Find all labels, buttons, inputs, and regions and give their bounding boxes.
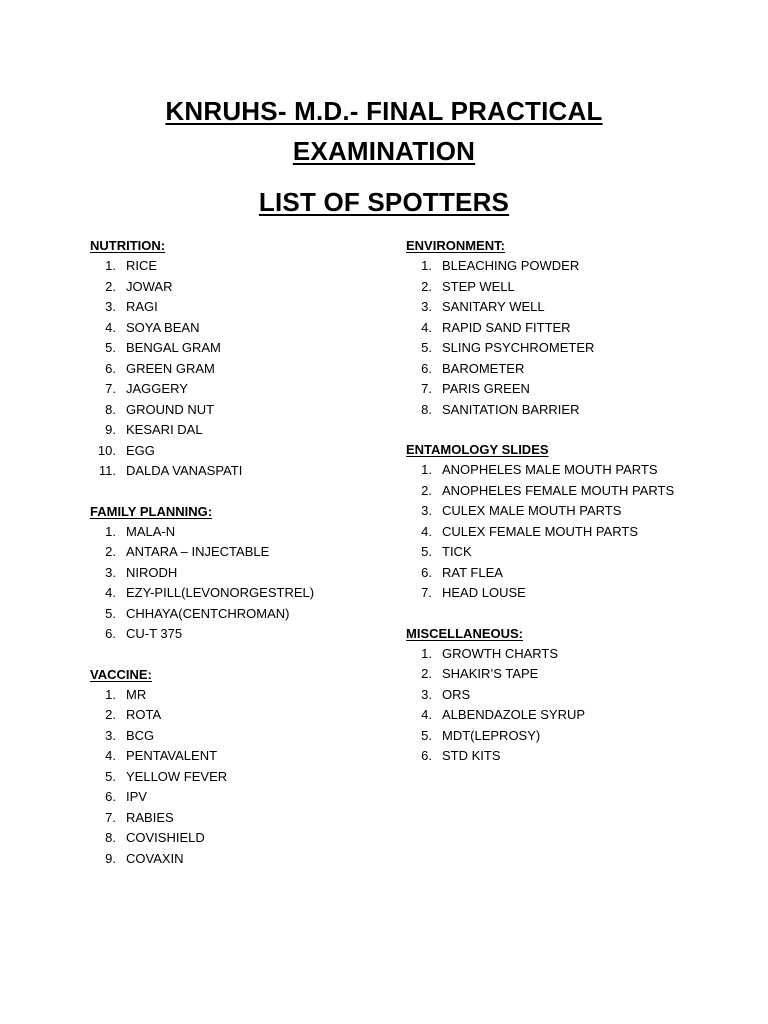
list-item-number: 9. <box>105 850 116 866</box>
section-heading: ENTAMOLOGY SLIDES <box>406 442 549 457</box>
list-item <box>406 256 746 277</box>
section-heading: ENVIRONMENT: <box>406 238 505 253</box>
list-item <box>406 726 746 747</box>
list-item-text: SANITATION BARRIER <box>442 401 580 417</box>
list-item-number: 1. <box>421 645 432 661</box>
list-item-text: MR <box>126 686 147 702</box>
section-heading: MISCELLANEOUS: <box>406 625 523 641</box>
section <box>90 236 390 482</box>
list-item-text: RAPID SAND FITTER <box>442 319 571 335</box>
list-item-number: 1. <box>421 258 432 273</box>
list-item-text: SANITARY WELL <box>442 299 545 314</box>
section-heading: FAMILY PLANNING: <box>90 503 213 519</box>
list-item-number: 3. <box>105 727 116 743</box>
list-item <box>90 297 390 318</box>
section-heading: VACCINE: <box>90 666 152 682</box>
list-item <box>90 746 390 767</box>
list-item-number: 6. <box>421 360 432 376</box>
list-item-text: BAROMETER <box>442 360 525 376</box>
list-item-text: HEAD LOUSE <box>442 585 526 600</box>
document-title-line-2: EXAMINATION <box>292 136 476 166</box>
list-item-number: 7. <box>421 585 432 600</box>
list-item-text: SOYA BEAN <box>126 319 200 335</box>
list-item-text: GREEN GRAM <box>126 360 215 376</box>
list-item-text: CHHAYA(CENTCHROMAN) <box>126 605 290 621</box>
list-item-text: ANOPHELES MALE MOUTH PARTS <box>442 462 658 477</box>
list-item-number: 7. <box>105 381 116 396</box>
list-item-number: 4. <box>421 707 432 722</box>
list-item-text: TICK <box>442 544 472 559</box>
list-item <box>90 441 390 462</box>
list-item <box>90 604 390 625</box>
list-item-text: MALA-N <box>126 523 176 539</box>
list-item-number: 8. <box>105 830 116 845</box>
list-item-text: RICE <box>126 258 158 273</box>
list-item-text: RABIES <box>126 809 174 825</box>
list-item <box>406 664 746 685</box>
list-item-text: CULEX MALE MOUTH PARTS <box>442 503 622 518</box>
list-item <box>406 583 746 604</box>
list-item <box>406 644 746 665</box>
list-item-text: BLEACHING POWDER <box>442 258 580 273</box>
list-item-text: BCG <box>126 727 155 743</box>
list-item <box>90 318 390 339</box>
list-item-number: 3. <box>105 299 116 314</box>
list-item <box>90 379 390 400</box>
section <box>90 665 390 870</box>
list-item <box>90 256 390 277</box>
list-item <box>406 542 746 563</box>
list-item <box>406 705 746 726</box>
list-item-text: MDT(LEPROSY) <box>442 727 541 743</box>
list-item-number: 5. <box>105 768 116 784</box>
list-item-number: 4. <box>105 319 116 335</box>
list-item-number: 8. <box>105 401 116 417</box>
list-item-text: STD KITS <box>442 748 501 763</box>
list-item-number: 6. <box>105 360 116 376</box>
list-item-number: 1. <box>421 462 432 477</box>
list-item-text: PENTAVALENT <box>126 748 218 763</box>
list-item <box>406 501 746 522</box>
list-item-text: GROUND NUT <box>126 401 215 417</box>
list-item <box>90 828 390 849</box>
list-item <box>90 522 390 543</box>
list-item-text: KESARI DAL <box>126 422 203 437</box>
list-item <box>90 400 390 421</box>
list-item-number: 4. <box>421 319 432 335</box>
list-item-number: 5. <box>421 340 432 355</box>
list-item <box>406 563 746 584</box>
list-item <box>90 705 390 726</box>
list-item-number: 2. <box>421 666 432 681</box>
list-item-text: SLING PSYCHROMETER <box>442 340 595 355</box>
list-item-number: 3. <box>421 686 432 702</box>
list-item-text: CU-T 375 <box>126 626 183 641</box>
list-item-text: JOWAR <box>126 278 173 294</box>
list-item-text: CULEX FEMALE MOUTH PARTS <box>442 523 638 539</box>
list-item-text: BENGAL GRAM <box>126 340 221 355</box>
list-item <box>406 685 746 706</box>
list-item-text: ANOPHELES FEMALE MOUTH PARTS <box>442 482 675 498</box>
list-item-number: 5. <box>421 544 432 559</box>
list-item <box>406 746 746 767</box>
list-item-number: 4. <box>421 523 432 539</box>
list-item-number: 2. <box>105 544 116 559</box>
list-item <box>90 359 390 380</box>
list-item-number: 3. <box>105 564 116 580</box>
list-item <box>406 359 746 380</box>
list-item-number: 6. <box>421 748 432 763</box>
list-item-number: 8. <box>421 401 432 417</box>
list-item <box>90 420 390 441</box>
list-item-text: COVAXIN <box>126 850 184 866</box>
section <box>406 236 746 420</box>
list-item <box>406 400 746 421</box>
document-subtitle: LIST OF SPOTTERS <box>258 187 510 217</box>
list-item-text: ORS <box>442 686 471 702</box>
list-item <box>90 787 390 808</box>
right-column <box>406 236 746 787</box>
list-item <box>90 563 390 584</box>
list-item-number: 6. <box>105 789 116 804</box>
list-item <box>406 460 746 481</box>
list-item-text: COVISHIELD <box>126 830 205 845</box>
list-item-text: EGG <box>126 442 155 458</box>
list-item-text: PARIS GREEN <box>442 381 530 396</box>
list-item <box>90 542 390 563</box>
list-item-text: EZY-PILL(LEVONORGESTREL) <box>126 585 315 600</box>
list-item-number: 5. <box>105 340 116 355</box>
list-item-number: 1. <box>105 686 116 702</box>
list-item-number: 2. <box>421 278 432 294</box>
list-item-text: NIRODH <box>126 564 178 580</box>
list-item <box>90 726 390 747</box>
list-item <box>406 338 746 359</box>
list-item <box>90 461 390 482</box>
list-item-number: 1. <box>105 523 116 539</box>
list-item-number: 4. <box>105 585 116 600</box>
list-item-number: 7. <box>105 809 116 825</box>
list-item-number: 5. <box>421 727 432 743</box>
list-item-text: STEP WELL <box>442 278 515 294</box>
list-item-text: ROTA <box>126 707 162 722</box>
list-item-text: ANTARA – INJECTABLE <box>126 544 270 559</box>
document-title-line-1: KNRUHS- M.D.- FINAL PRACTICAL <box>165 96 603 126</box>
list-item <box>90 808 390 829</box>
list-item-number: 6. <box>421 564 432 580</box>
list-item-number: 2. <box>421 482 432 498</box>
list-item-number: 9. <box>105 422 116 437</box>
list-item <box>406 379 746 400</box>
list-item-number: 4. <box>105 748 116 763</box>
list-item-text: RAT FLEA <box>442 564 503 580</box>
list-item <box>90 685 390 706</box>
list-item <box>90 583 390 604</box>
list-item <box>90 624 390 645</box>
list-item-text: RAGI <box>126 299 158 314</box>
list-item <box>90 338 390 359</box>
list-item-number: 6. <box>105 626 116 641</box>
list-item <box>90 277 390 298</box>
list-item-number: 10. <box>97 442 116 458</box>
section-heading: NUTRITION: <box>90 238 166 253</box>
list-item <box>406 481 746 502</box>
list-item <box>406 297 746 318</box>
section <box>90 502 390 645</box>
list-item-text: ALBENDAZOLE SYRUP <box>442 707 586 722</box>
list-item-text: JAGGERY <box>126 381 188 396</box>
list-item <box>406 277 746 298</box>
list-item-number: 11. <box>98 463 116 478</box>
list-item-text: YELLOW FEVER <box>126 768 228 784</box>
list-item <box>90 849 390 870</box>
list-item-number: 3. <box>421 299 432 314</box>
list-item-number: 1. <box>105 258 116 273</box>
list-item-number: 7. <box>421 381 432 396</box>
list-item-number: 5. <box>105 605 116 621</box>
list-item-number: 3. <box>421 503 432 518</box>
list-item <box>406 318 746 339</box>
list-item-text: GROWTH CHARTS <box>442 645 559 661</box>
list-item-number: 2. <box>105 278 116 294</box>
list-item-text: IPV <box>126 789 147 804</box>
list-item-text: SHAKIR’S TAPE <box>442 666 539 681</box>
section <box>406 440 746 604</box>
list-item-number: 2. <box>105 707 116 722</box>
section <box>406 624 746 767</box>
list-item <box>90 767 390 788</box>
list-item-text: DALDA VANASPATI <box>126 463 243 478</box>
left-column <box>90 236 390 889</box>
list-item <box>406 522 746 543</box>
